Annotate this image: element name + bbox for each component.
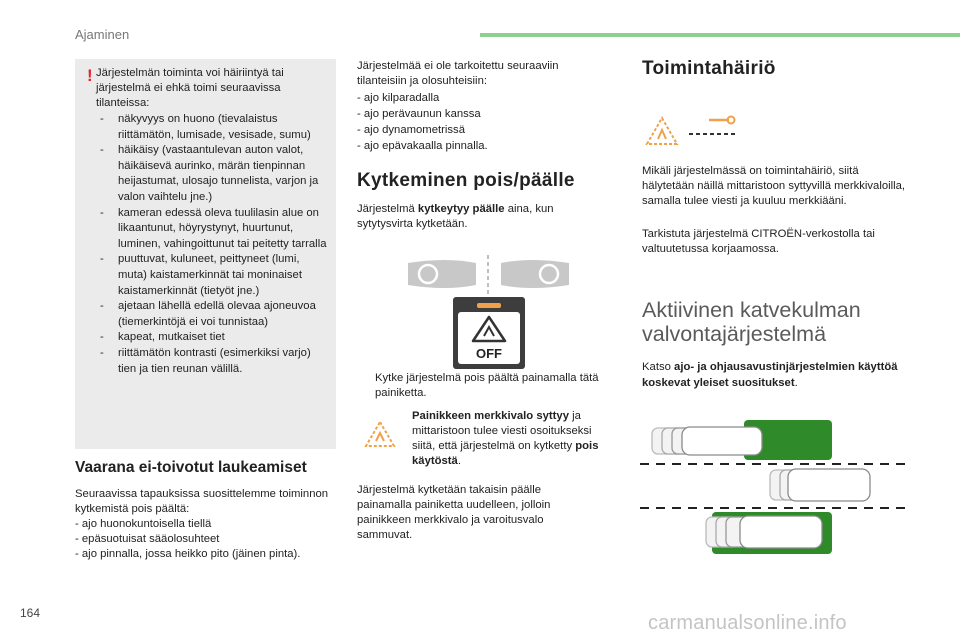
list-item: - kapeat, mutkaiset tiet	[96, 330, 331, 346]
blind-spot-title: Aktiivinen katvekulman valvontajärjestelmä	[642, 298, 861, 346]
blind-spot-reference: Katso ajo- ja ohjausavustinjärjestelmien käyttöä koskevat yleiset suositukset.	[642, 361, 898, 389]
fault-title: Toimintahäiriö	[642, 58, 776, 79]
lane-warning-lamp-icon	[364, 420, 396, 448]
warning-icon: !	[87, 66, 93, 85]
lamp-description: Painikkeen merkkivalo syttyy ja mittaristoon tulee viesti osoitukseksi siitä, että järjestelmä on kytketty pois käytöstä.	[412, 410, 599, 467]
list-item: - ajo kilparadalla	[357, 92, 440, 104]
lane-warning-icon	[471, 315, 507, 343]
list-item: - ajo huonokuntoisella tiellä	[75, 518, 212, 530]
header-accent-bar	[480, 33, 960, 37]
fault-text: Mikäli järjestelmässä on toimintahäiriö, siitä hälytetään näillä mittaristoon syttyvillä merkkivaloilla, samalla tulee viesti ja kuuluu merkkiääni.	[642, 165, 906, 207]
page-number: 164	[20, 606, 41, 620]
reenable-text: Järjestelmä kytketään takaisin päälle painamalla painiketta uudelleen, jolloin painikkeen merkkivalo ja varoitusvalo sammuvat.	[357, 484, 551, 541]
not-intended-intro: Järjestelmää ei ole tarkoitettu seuraaviin tilanteisiin ja olosuhteisiin:	[357, 60, 559, 87]
dashboard-steering-icon	[406, 255, 571, 295]
list-item: - ajo pinnalla, jossa heikko pito (jäinen pinta).	[75, 548, 301, 560]
list-item: - epäsuotuisat sääolosuhteet	[75, 533, 220, 545]
unwanted-intro: Seuraavissa tapauksissa suosittelemme toiminnon kytkemistä pois päältä:	[75, 488, 329, 515]
list-item: - häikäisy (vastaantulevan auton valot, häikäisevä aurinko, märän tienpinnan heijastumat, ulosajo tunnelista, varjon ja valon vaihtelu jne.)	[96, 143, 331, 205]
list-item: - näkyvyys on huono (tievalaistus riittämätön, lumisade, vesisade, sumu)	[96, 112, 331, 143]
warning-intro: Järjestelmän toiminta voi häiriintyä tai järjestelmä ei ehkä toimi seuraavissa tilanteissa:	[96, 67, 284, 109]
list-item: - ajo epävakaalla pinnalla.	[357, 140, 488, 152]
list-item: - kameran edessä oleva tuulilasin alue on likaantunut, höyrystynyt, huurtunut, luminen, vahingoittunut tai peitetty tarralla	[96, 206, 331, 253]
button-lamp	[477, 303, 501, 308]
warning-list	[96, 112, 331, 377]
section-header: Ajaminen	[75, 27, 130, 42]
press-instruction: Kytke järjestelmä pois päältä painamalla tätä painiketta.	[375, 372, 599, 399]
unwanted-list	[75, 517, 355, 562]
switch-paragraph: Järjestelmä kytkeytyy päälle aina, kun sytytysvirta kytketään.	[357, 203, 554, 230]
off-label: OFF	[476, 346, 502, 361]
list-item: - riittämätön kontrasti (esimerkiksi varjo) tien ja tien reunan välillä.	[96, 346, 331, 377]
list-item: - ajetaan lähellä edellä olevaa ajoneuvoa (tiemerkintöjä ei voi tunnistaa)	[96, 299, 331, 330]
list-item: - ajo perävaunun kanssa	[357, 108, 481, 120]
switch-title: Kytkeminen pois/päälle	[357, 170, 575, 191]
list-item: - ajo dynamometrissä	[357, 124, 465, 136]
not-intended-list	[357, 90, 602, 154]
list-item: - puuttuvat, kuluneet, peittyneet (lumi, muta) kaistamerkinnät tai moninaiset kaistamerkinnät (tietyöt jne.)	[96, 252, 331, 299]
lane-assist-off-button[interactable]	[453, 297, 525, 369]
watermark: carmanualsonline.info	[648, 612, 847, 634]
fault-warning-lamps-icon	[645, 112, 745, 152]
unwanted-title: Vaarana ei-toivotut laukeamiset	[75, 459, 307, 476]
blind-spot-illustration	[640, 418, 905, 558]
fault-text-2: Tarkistuta järjestelmä CITROËN-verkostolla tai valtuutetussa korjaamossa.	[642, 228, 875, 255]
